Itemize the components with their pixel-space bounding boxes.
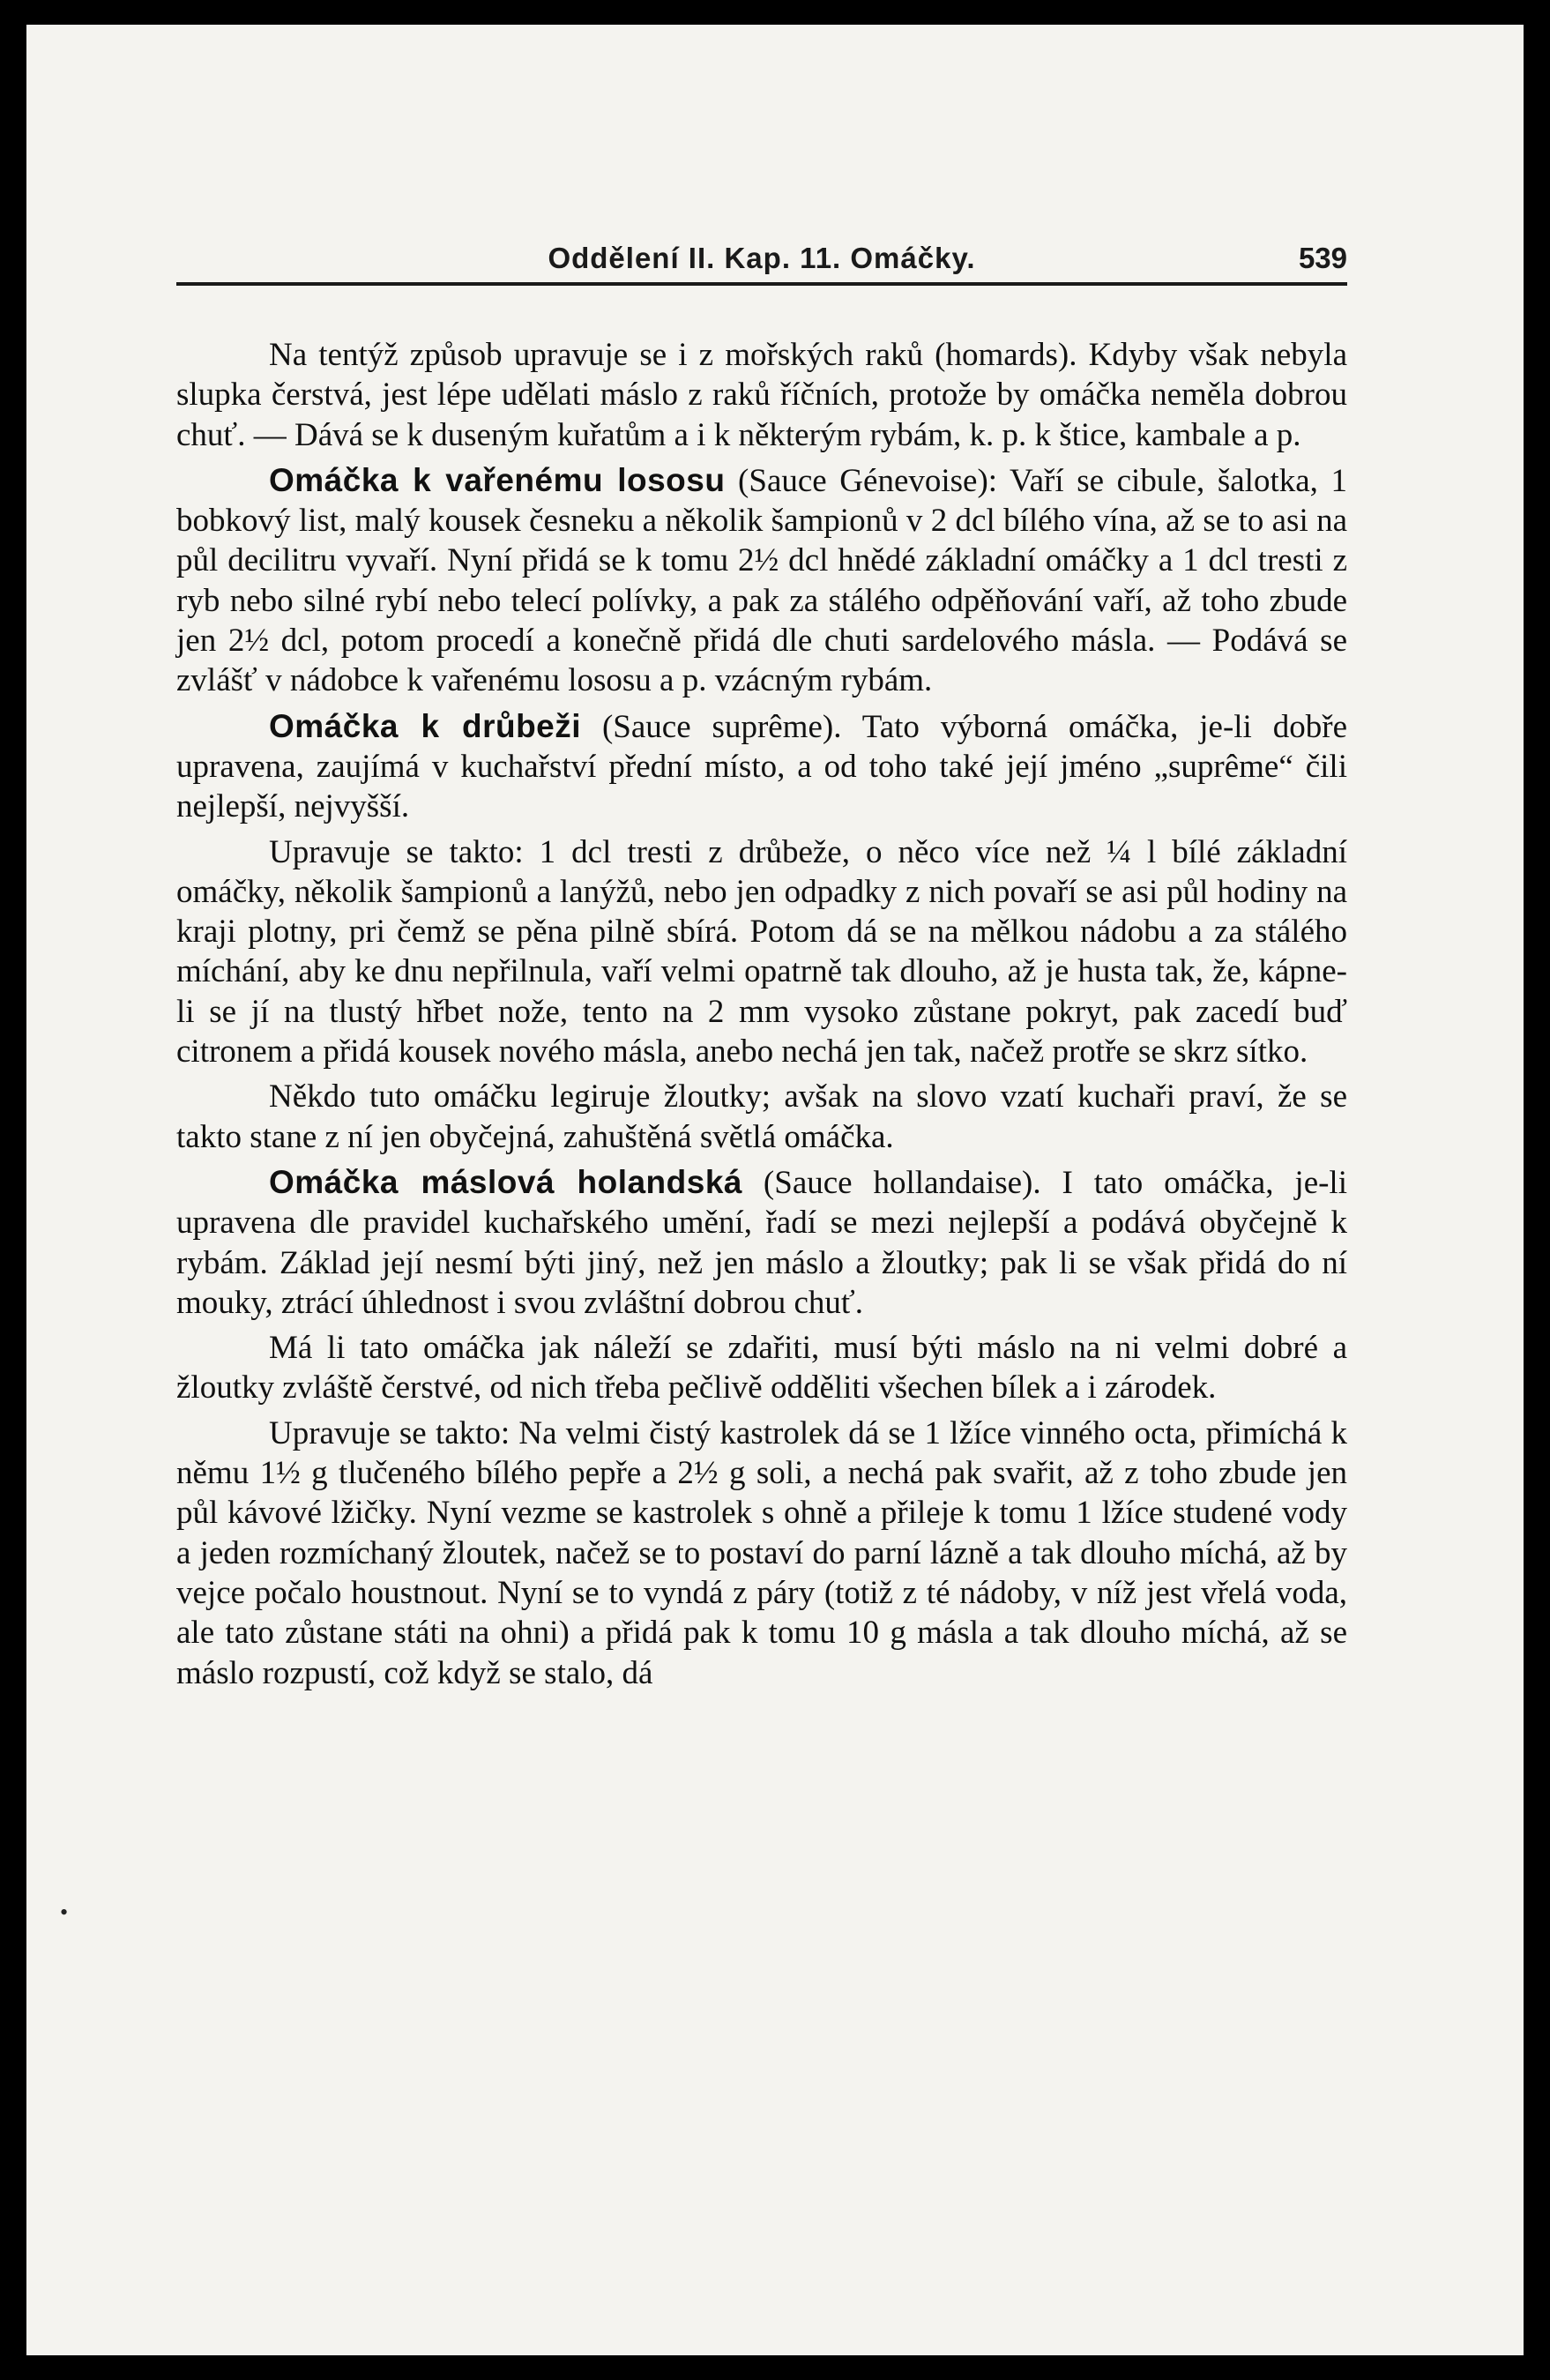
paragraph-text: Upravuje se takto: Na velmi čistý kastrolek dá se 1 lžíce vinného octa, přimíchá k němu 1½ g tlučeného bílého pepře a 2½ g soli, a nechá pak svařit, až z toho zbude jen půl kávové lžičky. Nyní vezme se kastrolek s ohně a přileje k tomu 1 lžíce studené vody a jeden rozmíchaný žloutek, načež se to postaví do parní lázně a tak dlouho míchá, až by vejce počalo houstnout. Nyní se to vyndá z páry (totiž z té nádoby, v níž jest vřelá voda, ale tato zůstane státi na ohni) a přidá pak k tomu 10 g másla a tak dlouho míchá, až se máslo rozpustí, což když se stalo, dá — [176, 1414, 1347, 1691]
paragraph — [176, 832, 1347, 1072]
page-content — [176, 236, 1347, 1698]
paragraph — [176, 460, 1347, 701]
paragraph — [176, 1328, 1347, 1408]
margin-dot: • — [60, 1899, 69, 1925]
recipe-heading: Omáčka máslová holandská — [269, 1163, 742, 1200]
paragraph-text: Upravuje se takto: 1 dcl tresti z drůbeže, o něco více než ¼ l bílé základní omáčky, několik šampionů a lanýžů, nebo jen odpadky z nich povaří se asi půl hodiny na kraji plotny, pri čemž se pěna pilně sbírá. Potom dá se na mělkou nádobu a za stálého míchání, aby ke dnu nepřilnula, vaří velmi opatrně tak dlouho, až je husta tak, že, kápne-li se jí na tlustý hřbet nože, tento na 2 mm vysoko zůstane pokryt, pak zacedí buď citronem a přidá kousek nového másla, anebo nechá jen tak, načež protře se skrz sítko. — [176, 833, 1347, 1071]
paragraph-text: Má li tato omáčka jak náleží se zdařiti, musí býti máslo na ni velmi dobré a žloutky zvláště čerstvé, od nich třeba pečlivě odděliti všechen bílek a i zárodek. — [176, 1330, 1347, 1406]
paragraph — [176, 706, 1347, 827]
running-header — [176, 236, 1347, 286]
page-number: 539 — [1298, 242, 1347, 274]
recipe-heading: Omáčka k drůbeži — [269, 707, 582, 744]
body-text — [176, 335, 1347, 1693]
paragraph-text: Někdo tuto omáčku legiruje žloutky; avšak na slovo vzatí kuchaři praví, že se takto stane z ní jen obyčejná, zahuštěná světlá omáčka. — [176, 1078, 1347, 1155]
paragraph — [176, 1162, 1347, 1323]
paragraph-text: (Sauce hollandaise). I tato omáčka, je-li upravena dle pravidel kuchařského umění, řadí se mezi nejlepší a podává obyčejně k rybám. Základ její nesmí býti jiný, než jen máslo a žloutky; pak li se však přidá do ní mouky, ztrácí úhlednost i svou zvláštní dobrou chuť. — [176, 1164, 1347, 1321]
paragraph — [176, 1414, 1347, 1693]
running-title: Oddělení II. Kap. 11. Omáčky. — [548, 242, 976, 274]
paragraph-text: (Sauce Génevoise): Vaří se cibule, šalotka, 1 bobkový list, malý kousek česneku a několik šampionů v 2 dcl bílého vína, až se to asi na půl decilitru vyvaří. Nyní přidá se k tomu 2½ dcl hnědé základní omáčky a 1 dcl tresti z ryb nebo silné rybí nebo telecí polívky, a pak za stálého odpěňování vaří, až toho zbude jen 2½ dcl, potom procedí a konečně přidá dle chuti sardelového másla. — Podává se zvlášť v nádobce k vařenému lososu a p. vzácným rybám. — [176, 462, 1347, 699]
paragraph-text: Na tentýž způsob upravuje se i z mořských raků (homards). Kdyby však nebyla slupka čerstvá, jest lépe udělati máslo z raků říčních, protože by omáčka neměla dobrou chuť. — Dává se k duseným kuřatům a i k některým rybám, k. p. k štice, kambale a p. — [176, 337, 1347, 453]
paragraph — [176, 1077, 1347, 1157]
recipe-heading: Omáčka k vařenému lososu — [269, 461, 726, 498]
paragraph-text: (Sauce suprême). Tato výborná omáčka, je-li dobře upravena, zaujímá v kuchařství přední místo, a od toho také její jméno „suprême“ čili nejlepší, nejvyšší. — [176, 708, 1347, 825]
paragraph — [176, 335, 1347, 455]
book-page — [26, 25, 1524, 2355]
